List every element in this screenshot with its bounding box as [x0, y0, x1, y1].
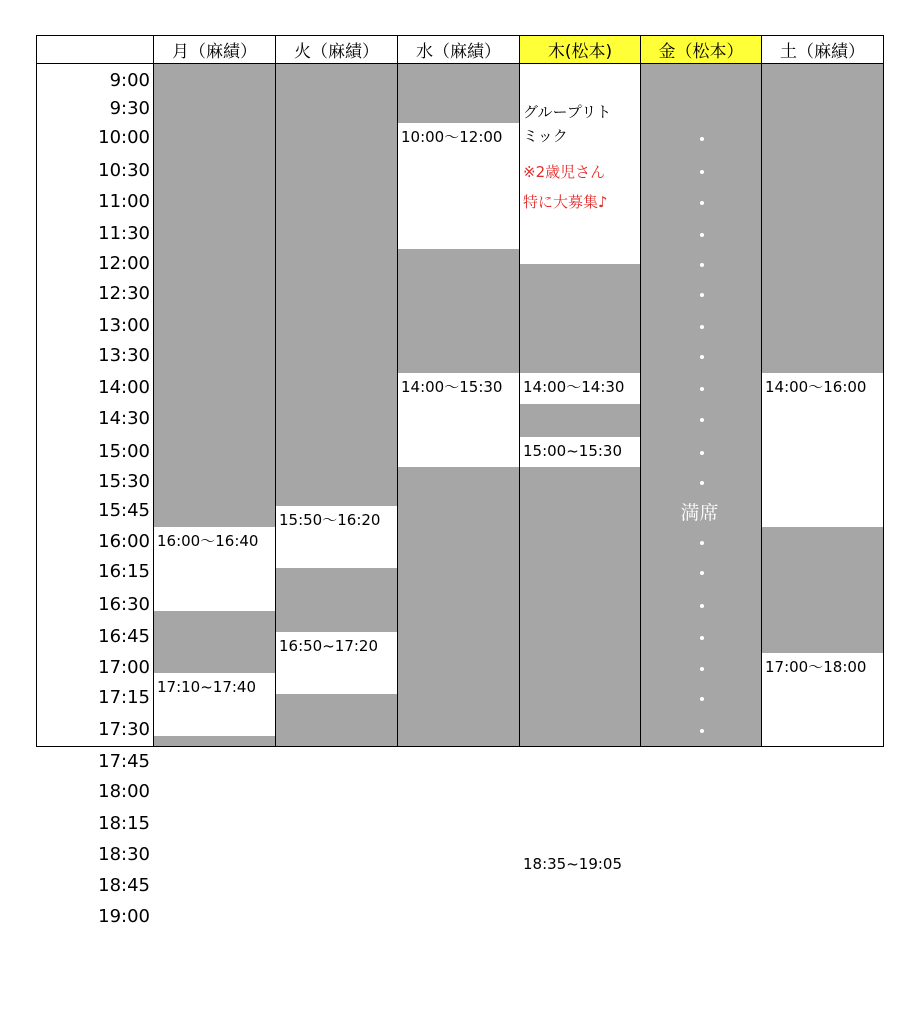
open-slot — [520, 437, 640, 467]
header-tuesday: 火（麻績） — [276, 35, 398, 64]
unavailable-dot — [700, 604, 704, 608]
time-label: 18:00 — [98, 781, 150, 802]
open-slot — [398, 123, 519, 249]
time-label: 18:15 — [98, 813, 150, 834]
saturday-column — [762, 64, 884, 746]
time-label: 19:00 — [98, 906, 150, 927]
weekly-schedule-table — [36, 35, 884, 927]
time-label: 12:30 — [98, 283, 150, 304]
slot-time-label: 16:00〜16:40 — [157, 532, 259, 550]
unavailable-dot — [700, 636, 704, 640]
time-label: 15:45 — [98, 500, 150, 521]
unavailable-dot — [700, 355, 704, 359]
tuesday-column — [276, 64, 398, 746]
unavailable-dot — [700, 325, 704, 329]
slot-time-label: 17:10~17:40 — [157, 678, 257, 696]
unavailable-dot — [700, 916, 704, 920]
time-label: 18:30 — [98, 844, 150, 865]
open-slot — [154, 673, 275, 736]
open-slot — [154, 527, 275, 611]
thursday-column — [520, 64, 641, 874]
time-column — [36, 64, 154, 927]
slot-time-label: 14:00〜15:30 — [401, 378, 503, 396]
monday-column — [154, 64, 276, 746]
time-label: 16:30 — [98, 594, 150, 615]
time-label: 14:00 — [98, 377, 150, 398]
unavailable-dot — [700, 263, 704, 267]
unavailable-dot — [700, 729, 704, 733]
open-slot — [276, 506, 397, 568]
header-wednesday: 水（麻績） — [398, 35, 520, 64]
thursday-red-note-line1: ※2歳児さん — [523, 163, 606, 181]
header-corner — [36, 35, 154, 64]
header-monday: 月（麻績） — [154, 35, 276, 64]
time-label: 12:00 — [98, 253, 150, 274]
unavailable-dot — [700, 761, 704, 765]
header-thursday: 木(松本) — [520, 35, 641, 64]
time-label: 18:45 — [98, 875, 150, 896]
unavailable-dot — [700, 571, 704, 575]
unavailable-dot — [700, 791, 704, 795]
unavailable-dot — [700, 387, 704, 391]
time-label: 17:45 — [98, 751, 150, 772]
slot-time-label: 17:00〜18:00 — [765, 658, 867, 676]
thursday-red-note-line2: 特に大募集♪ — [523, 193, 608, 211]
open-slot — [762, 653, 883, 746]
open-slot — [762, 373, 883, 527]
slot-time-label: 14:00〜16:00 — [765, 378, 867, 396]
unavailable-dot — [700, 823, 704, 827]
header-saturday: 土（麻績） — [762, 35, 884, 64]
unavailable-dot — [700, 201, 704, 205]
open-slot — [520, 373, 640, 404]
unavailable-dot — [700, 697, 704, 701]
slot-time-label: 15:50〜16:20 — [279, 511, 381, 530]
time-label: 17:30 — [98, 719, 150, 740]
friday-full-label: 満席 — [680, 502, 719, 524]
time-label: 10:00 — [98, 127, 150, 148]
friday-column — [641, 64, 762, 746]
slot-time-label: 18:35~19:05 — [523, 855, 623, 874]
open-slot — [398, 373, 519, 467]
thursday-note-line1: グループリト — [523, 103, 612, 121]
time-label: 17:15 — [98, 687, 150, 708]
thursday-note-line2: ミック — [523, 127, 568, 145]
slot-time-label: 14:00〜14:30 — [523, 378, 625, 396]
unavailable-dot — [700, 418, 704, 422]
unavailable-dot — [700, 667, 704, 671]
time-label: 13:00 — [98, 315, 150, 336]
unavailable-dot — [700, 885, 704, 889]
slot-time-label: 15:00~15:30 — [523, 442, 623, 460]
unavailable-dot — [700, 170, 704, 174]
unavailable-dot — [700, 854, 704, 858]
slot-time-label: 16:50~17:20 — [279, 637, 379, 656]
time-label: 14:30 — [98, 408, 150, 429]
time-label: 15:00 — [98, 441, 150, 462]
time-label: 16:45 — [98, 626, 150, 647]
unavailable-dot — [700, 137, 704, 141]
time-label: 11:00 — [98, 191, 150, 212]
unavailable-dot — [700, 481, 704, 485]
time-label: 13:30 — [98, 345, 150, 366]
time-label: 16:15 — [98, 561, 150, 582]
time-label: 16:00 — [98, 531, 150, 552]
time-label: 11:30 — [98, 223, 150, 244]
open-slot — [276, 632, 397, 693]
unavailable-dot — [700, 233, 704, 237]
time-label: 9:30 — [109, 98, 150, 119]
header-friday: 金（松本） — [641, 35, 762, 64]
time-label: 9:00 — [109, 70, 150, 91]
time-label: 15:30 — [98, 471, 150, 492]
time-label: 10:30 — [98, 160, 150, 181]
slot-time-label: 10:00〜12:00 — [401, 128, 503, 146]
unavailable-dot — [700, 541, 704, 545]
wednesday-column — [398, 64, 520, 746]
unavailable-dot — [700, 451, 704, 455]
unavailable-dot — [700, 293, 704, 297]
time-label: 17:00 — [98, 657, 150, 678]
